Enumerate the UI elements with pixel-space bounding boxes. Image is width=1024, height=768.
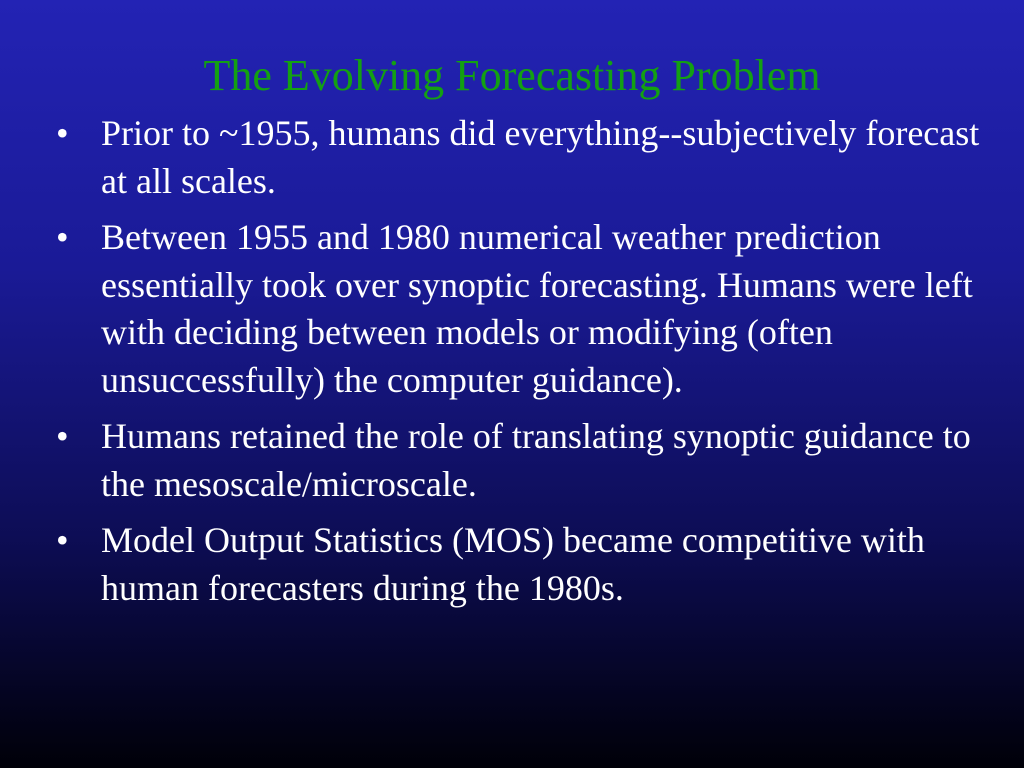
bullet-text: Model Output Statistics (MOS) became competitive with human forecasters during the 1980s. [101,520,925,608]
bullet-item [56,517,996,612]
bullet-text: Between 1955 and 1980 numerical weather prediction essentially took over synoptic forecasting. Humans were left with deciding between models or modifying (often unsuccessfully) the computer guidance). [101,217,973,400]
bullet-text: Humans retained the role of translating synoptic guidance to the mesoscale/microscale. [101,416,971,504]
bullet-icon: • [56,113,69,153]
bullet-item [56,413,996,508]
bullet-text: Prior to ~1955, humans did everything--subjectively forecast at all scales. [101,113,980,201]
bullet-icon: • [56,520,69,560]
bullet-icon: • [56,416,69,456]
bullet-item [56,214,996,404]
slide-title: The Evolving Forecasting Problem [203,51,821,100]
bullet-icon: • [56,217,69,257]
bullet-item [56,110,996,205]
bullet-list [56,110,996,621]
